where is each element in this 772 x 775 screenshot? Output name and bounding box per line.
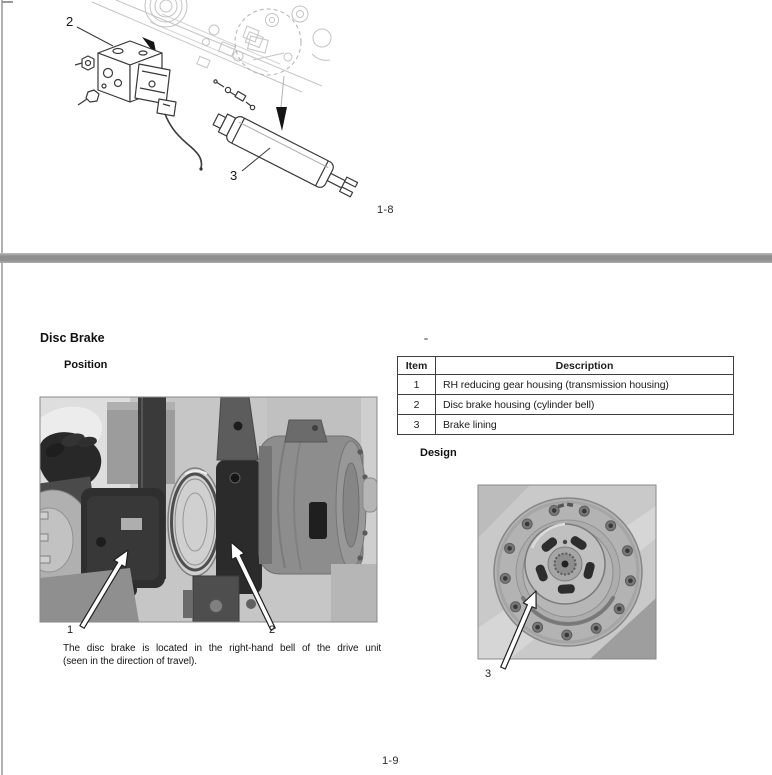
photo-label-1: 1 (67, 624, 74, 636)
page-gap-divider (0, 253, 772, 263)
position-heading: Position (64, 359, 108, 371)
caption-line-2: (seen in the direction of travel). (63, 655, 197, 667)
table-header-row (398, 357, 734, 375)
diagram-foreground-parts (75, 27, 360, 202)
table-cell-item: 3 (398, 415, 436, 435)
position-photo-content (35, 397, 377, 622)
solenoid-cable (165, 114, 202, 168)
brake-cylinder (209, 107, 360, 202)
table-cell-item: 2 (398, 395, 436, 415)
parts-table (397, 356, 734, 435)
hydraulic-components-diagram (0, 0, 420, 235)
scan-speck (424, 338, 428, 340)
caption-line-1: The disc brake is located in the right-hand bell of the drive unit (63, 643, 381, 654)
design-heading: Design (420, 447, 457, 459)
position-photo (35, 392, 385, 644)
table-cell-description: RH reducing gear housing (transmission housing) (436, 375, 734, 395)
position-caption (63, 643, 381, 668)
page-number-1-9: 1-9 (382, 755, 399, 767)
table-header-item: Item (398, 357, 436, 375)
table-row (398, 415, 734, 435)
figure-label-3: 3 (230, 168, 238, 183)
table-row (398, 375, 734, 395)
section-title: Disc Brake (40, 331, 105, 345)
photo-label-2: 2 (269, 624, 276, 636)
label2-leader-line (77, 27, 113, 46)
lamella-rings (168, 468, 222, 576)
figure-label-2: 2 (66, 14, 74, 29)
table-header-description: Description (436, 357, 734, 375)
table-cell-description: Disc brake housing (cylinder bell) (436, 395, 734, 415)
pointer-arrow-cylinder (276, 107, 287, 131)
page-number-1-8: 1-8 (377, 204, 394, 216)
table-cell-item: 1 (398, 375, 436, 395)
table-row (398, 395, 734, 415)
design-photo (470, 478, 675, 688)
design-photo-content (478, 485, 656, 659)
photo-label-3: 3 (485, 668, 492, 680)
table-cell-description: Brake lining (436, 415, 734, 435)
